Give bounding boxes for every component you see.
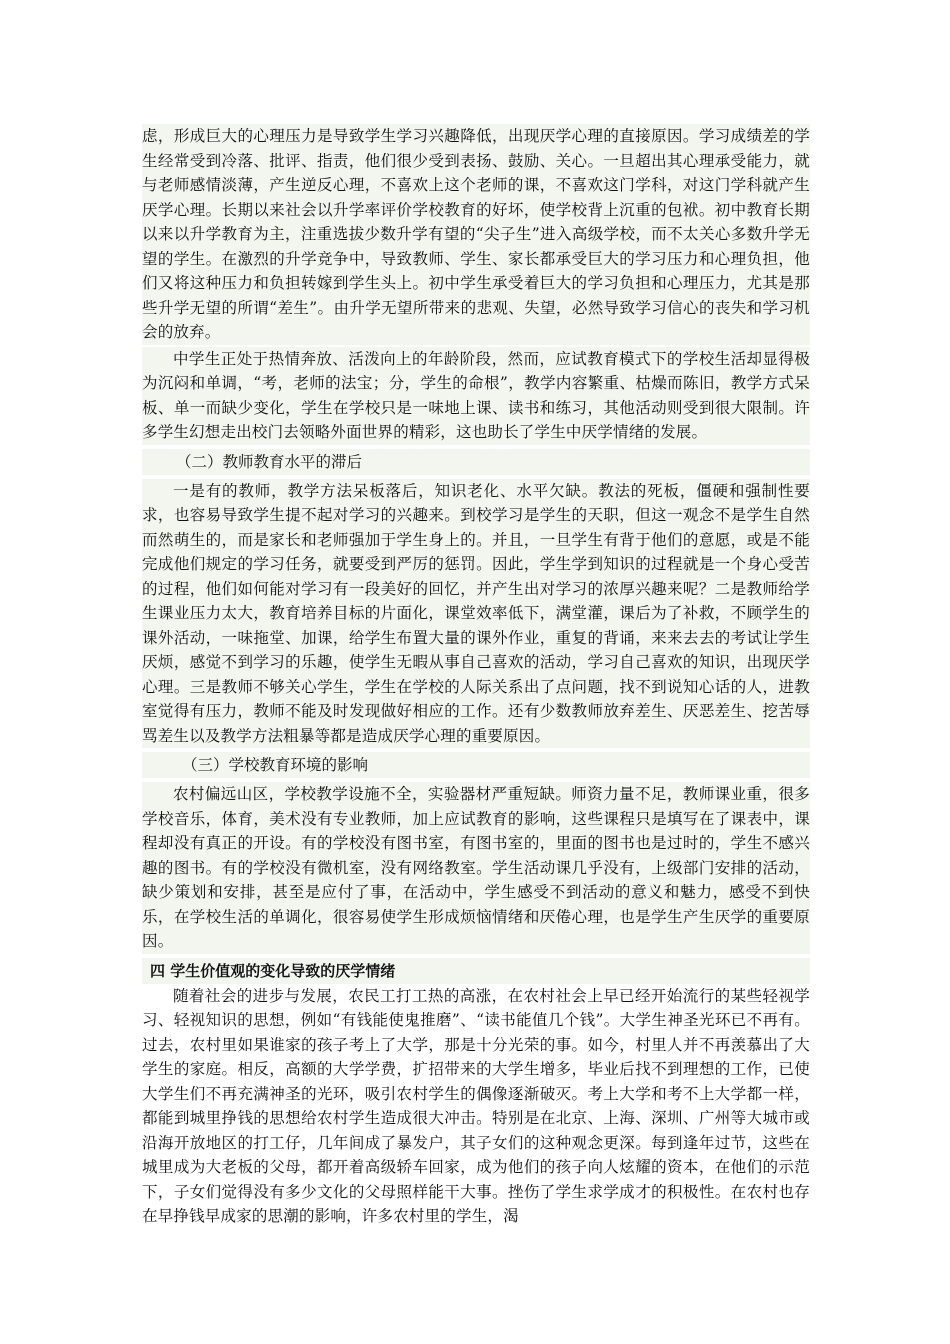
document-body <box>142 124 810 1229</box>
paragraph-school-life: 中学生正处于热情奔放、活泼向上的年龄阶段，然而，应试教育模式下的学校生活却显得极为沉闷和单调，“考，老师的法宝；分，学生的命根”，教学内容繁重、枯燥而陈旧，教学方式呆板、单一而缺少变化，学生在学校只是一味地上课、读书和练习，其他活动则受到很大限制。许多学生幻想走出校门去领略外面世界的精彩，这也助长了学生中厌学情绪的发展。 <box>142 347 810 445</box>
section-heading-teacher-level: （二）教师教育水平的滞后 <box>142 449 810 475</box>
section-heading-values-change: 四 学生价值观的变化导致的厌学情绪 <box>142 958 810 984</box>
paragraph-values-change: 随着社会的进步与发展，农民工打工热的高涨，在农村社会上早已经开始流行的某些轻视学习、轻视知识的思想，例如“有钱能使鬼推磨”、“读书能值几个钱”。大学生神圣光环已不再有。过去，农村里如果谁家的孩子考上了大学，那是十分光荣的事。如今，村里人并不再羡慕出了大学生的家庭。相反，高额的大学学费，扩招带来的大学生增多，毕业后找不到理想的工作，已使大学生们不再充满神圣的光环，吸引农村学生的偶像逐渐破灭。考上大学和考不上大学都一样，都能到城里挣钱的思想给农村学生造成很大冲击。特别是在北京、上海、深圳、广州等大城市或沿海开放地区的打工仔，几年间成了暴发户，其子女们的这种观念更深。每到逢年过节，这些在城里成为大老板的父母，都开着高级轿车回家，成为他们的孩子向人炫耀的资本，在他们的示范下，子女们觉得没有多少文化的父母照样能干大事。挫伤了学生求学成才的积极性。在农村也存在早挣钱早成家的思潮的影响，许多农村里的学生，渴 <box>142 986 810 1225</box>
paragraph-exam-pressure: 虑，形成巨大的心理压力是导致学生学习兴趣降低，出现厌学心理的直接原因。学习成绩差的学生经常受到冷落、批评、指责，他们很少受到表扬、鼓励、关心。一旦超出其心理承受能力，就与老师感情淡薄，产生逆反心理，不喜欢上这个老师的课，不喜欢这门学科，对这门学科就产生厌学心理。长期以来社会以升学率评价学校教育的好坏，使学校背上沉重的包袱。初中教育长期以来以升学教育为主，注重选拔少数升学有望的“尖子生”进入高级学校，而不太关心多数升学无望的学生。在激烈的升学竞争中，导致教师、学生、家长都承受巨大的学习压力和心理负担，他们又将这种压力和负担转嫁到学生头上。初中学生承受着巨大的学习负担和心理压力，尤其是那些升学无望的所谓“差生”。由升学无望所带来的悲观、失望，必然导致学习信心的丧失和学习机会的放弃。 <box>142 124 810 345</box>
section-heading-school-environment: （三）学校教育环境的影响 <box>142 752 810 778</box>
paragraph-school-environment: 农村偏远山区，学校教学设施不全，实验器材严重短缺。师资力量不足，教师课业重，很多学校音乐，体育，美术没有专业教师，加上应试教育的影响，这些课程只是填写在了课表中，课程却没有真正的开设。有的学校没有图书室，有图书室的，里面的图书也是过时的，学生不感兴趣的图书。有的学校没有微机室，没有网络教室。学生活动课几乎没有，上级部门安排的活动，缺少策划和安排，甚至是应付了事，在活动中，学生感受不到活动的意义和魅力，感受不到快乐，在学校生活的单调化，很容易使学生形成烦恼情绪和厌倦心理，也是学生产生厌学的重要原因。 <box>142 782 810 954</box>
paragraph-teacher-issues: 一是有的教师，教学方法呆板落后，知识老化、水平欠缺。教法的死板，僵硬和强制性要求，也容易导致学生提不起对学习的兴趣来。到校学习是学生的天职，但这一观念不是学生自然而然萌生的，而是家长和老师强加于学生身上的。并且，一旦学生有背于他们的意愿，或是不能完成他们规定的学习任务，就要受到严厉的惩罚。因此，学生学到知识的过程就是一个身心受苦的过程，他们如何能对学习有一段美好的回忆，并产生出对学习的浓厚兴趣来呢？二是教师给学生课业压力太大，教育培养目标的片面化，课堂效率低下，满堂灌，课后为了补救，不顾学生的课外活动，一味拖堂、加课，给学生布置大量的课外作业，重复的背诵，来来去去的考试让学生厌烦，感觉不到学习的乐趣，使学生无暇从事自己喜欢的活动，学习自己喜欢的知识，出现厌学心理。三是教师不够关心学生，学生在学校的人际关系出了点问题，找不到说知心话的人，进教室觉得有压力，教师不能及时发现做好相应的工作。还有少数教师放弃差生、厌恶差生、挖苦辱骂差生以及教学方法粗暴等都是造成厌学心理的重要原因。 <box>142 479 810 749</box>
